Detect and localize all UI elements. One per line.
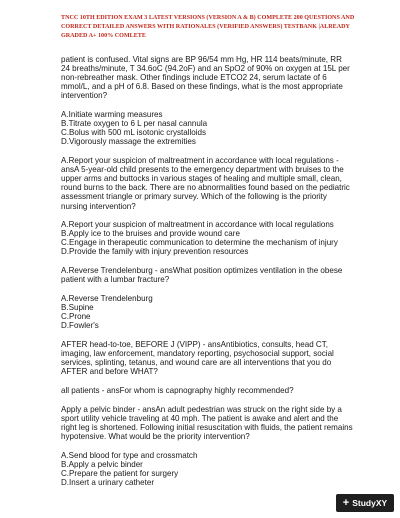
option: C.Prone <box>61 312 91 322</box>
plus-icon: + <box>342 496 350 509</box>
question-2-text: A.Report your suspicion of maltreatment in accordance with local regulations - ansA 5-year-old child presents to the emergency department with bruises to the upper arms and buttocks in various stages of healing and multiple small, clean, round burns to the back. There are no abnormalities found based on the pediatric assessment triangle or primary survey. Which of the following is the priority nursing intervention? <box>61 156 350 211</box>
logo-text: StudyXY <box>352 498 388 508</box>
option: A.Initiate warming measures <box>61 110 163 120</box>
question-6-text: Apply a pelvic binder - ansAn adult pedestrian was struck on the right side by a sport utility vehicle traveling at 40 mph. The patient is awake and alert and the right leg is shortened. Following initial resuscitation with fluids, the patient remains hypotensive. What would be the priority intervention? <box>61 404 353 441</box>
question-1-text: patient is confused. Vital signs are BP 96/54 mm Hg, HR 114 beats/minute, RR 24 breaths/minute, T 34.6oC (94.2oF) and an SpO2 of 90% on oxygen at 15L per non-rebreather mask. Other findings include ETCO2 24, serum lactate of 6 mmol/L, and a pH of 6.8. Based on these findings, what is the most appropriate intervention? <box>61 55 350 101</box>
option: C.Bolus with 500 mL isotonic crystalloids <box>61 128 207 138</box>
option: D.Insert a urinary catheter <box>61 477 155 487</box>
option: A.Report your suspicion of maltreatment in accordance with local regulations <box>61 220 334 230</box>
document-header: TNCC 10TH EDITION EXAM 3 LATEST VERSIONS (VERSION A & B) COMPLETE 200 QUESTIONS AND CORRECT DETAILED ANSWERS WITH RATIONALES (VERIFIED ANSWERS) TESTBANK |ALREADY GRADED A+ 100% COMLETE <box>61 15 355 39</box>
question-5-text: all patients - ansFor whom is capnography highly recommended? <box>61 385 294 395</box>
question-3-options <box>61 294 353 330</box>
document-body <box>61 55 353 497</box>
option: A.Reverse Trendelenburg <box>61 293 153 303</box>
option: C.Engage in therapeutic communication to determine the mechanism of injury <box>61 238 338 248</box>
option: D.Vigorously massage the extremities <box>61 137 196 147</box>
option: B.Apply a pelvic binder <box>61 459 143 469</box>
option: B.Supine <box>61 303 94 313</box>
option: A.Send blood for type and crossmatch <box>61 450 198 460</box>
studyxy-logo <box>336 494 394 512</box>
option: B.Apply ice to the bruises and provide wound care <box>61 229 240 239</box>
option: B.Titrate oxygen to 6 L per nasal cannula <box>61 119 208 129</box>
option: D.Fowler's <box>61 321 99 331</box>
option: D.Provide the family with injury prevention resources <box>61 247 249 257</box>
option: C.Prepare the patient for surgery <box>61 468 179 478</box>
question-4-text: AFTER head-to-toe, BEFORE J (VIPP) - ansAntibiotics, consults, head CT, imaging, law enforcement, mandatory reporting, psychosocial support, social services, splinting, tetanus, and wound care are all interventions that you do AFTER and before WHAT? <box>61 339 334 377</box>
question-6-options <box>61 451 353 487</box>
question-2-options <box>61 220 353 256</box>
question-1-options <box>61 110 353 146</box>
question-3-text: A.Reverse Trendelenburg - ansWhat position optimizes ventilation in the obese patient with a lumbar fracture? <box>61 266 343 285</box>
